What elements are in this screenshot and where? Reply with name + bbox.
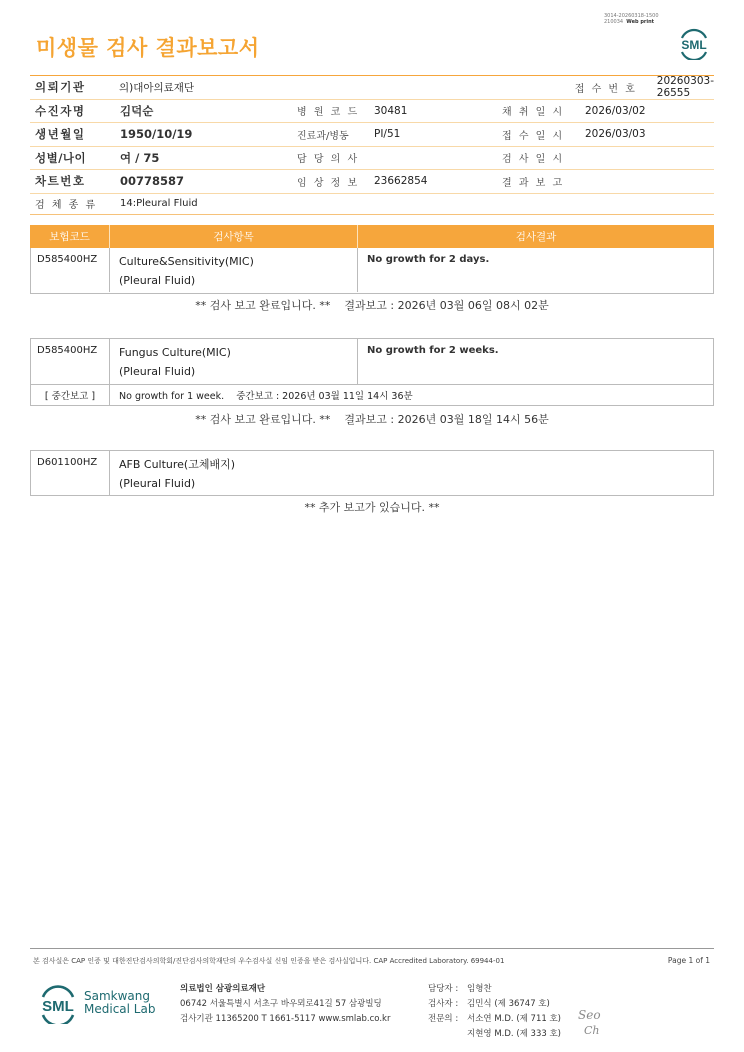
sex-age-label: 성별/나이 (35, 150, 87, 165)
dept-value: PI/51 (374, 128, 401, 141)
print-meta-line2 (604, 19, 659, 25)
certification-text: 본 검사실은 CAP 인증 및 대한진단검사의학회/진단검사의학재단의 우수검사실 신임 인증을 받은 검사실입니다. CAP Accredited Laboratory. 69944-01 (33, 957, 505, 965)
report-note-3: ** 추가 보고가 있습니다. ** (304, 501, 440, 514)
result-item (110, 248, 358, 292)
info-row-specimen (30, 194, 714, 215)
interim-text (110, 388, 413, 402)
staff-name: 지현영 M.D. (제 333 호) (467, 1029, 562, 1039)
info-row-sex-age (30, 147, 714, 171)
test-specimen: (Pleural Fluid) (119, 274, 196, 287)
staff-role: 검사자 : (428, 999, 459, 1009)
requester-value: 의)대아의료재단 (118, 81, 195, 94)
brand-name (84, 990, 155, 1016)
samkwang-logo-icon (36, 982, 80, 1024)
info-row-birth (30, 123, 714, 147)
specimen-value: 14:Pleural Fluid (120, 198, 198, 209)
print-meta (604, 13, 659, 25)
info-row-chart (30, 170, 714, 194)
collect-date-value: 2026/03/02 (585, 104, 646, 117)
staff-row (428, 982, 561, 997)
signature-1: Seo (578, 1008, 601, 1022)
staff-row (428, 1012, 561, 1027)
web-print-label: Web print (626, 19, 655, 25)
clinical-label: 임 상 정 보 (297, 177, 360, 189)
staff-role: 전문의 : (428, 1014, 459, 1024)
dept-label: 진료과/병동 (297, 130, 349, 142)
interim-time: 중간보고 : 2026년 03월 11일 14시 36분 (236, 391, 413, 402)
page-title: 미생물 검사 결과보고서 (36, 36, 260, 60)
test-specimen: (Pleural Fluid) (119, 477, 196, 490)
interim-report-row (31, 384, 713, 405)
patient-label: 수진자명 (35, 103, 86, 118)
staff-name: 김민식 (제 36747 호) (467, 999, 550, 1009)
result-item (110, 339, 358, 384)
result-block-afb (30, 450, 714, 496)
brand-line-2: Medical Lab (84, 1002, 156, 1016)
interim-result: No growth for 1 week. (119, 391, 225, 402)
doctor-label: 담 당 의 사 (297, 154, 360, 166)
chart-label: 차트번호 (35, 174, 86, 189)
samkwang-logo-text: SML (42, 998, 74, 1015)
header-result: 검사결과 (515, 231, 557, 243)
staff-list (428, 982, 561, 1042)
report-note-2 (0, 411, 744, 427)
sml-logo-icon (676, 26, 712, 60)
result-row (31, 339, 713, 384)
staff-role: 담당자 : (428, 984, 459, 994)
result-row (31, 451, 713, 495)
birth-value: 1950/10/19 (120, 127, 193, 142)
sex-age-value: 여 / 75 (120, 150, 160, 165)
patient-info-table (30, 75, 714, 215)
info-row-requester (30, 76, 714, 100)
receipt-date-value: 2026/03/03 (585, 128, 646, 141)
results-header (30, 225, 714, 248)
chart-value: 00778587 (120, 174, 185, 189)
hospital-code-label: 병 원 코 드 (297, 107, 360, 119)
result-block-culture (30, 248, 714, 294)
org-name: 의료법인 삼광의료재단 (180, 984, 266, 994)
info-row-patient (30, 100, 714, 124)
staff-role (428, 1027, 467, 1042)
test-name: AFB Culture(고체배지) (119, 458, 236, 471)
patient-value: 김덕순 (120, 103, 154, 118)
report-done-text: ** 검사 보고 완료입니다. ** (195, 299, 331, 312)
result-code: D585400HZ (31, 339, 110, 384)
print-seq: 210034 (604, 19, 624, 25)
result-value: No growth for 2 weeks. (367, 345, 499, 356)
staff-row (428, 1027, 561, 1042)
collect-date-label: 채 취 일 시 (502, 107, 565, 119)
address-line: 06742 서울특별시 서초구 바우뫼로41길 57 삼광빌딩 (180, 999, 382, 1009)
lab-address (180, 982, 390, 1027)
result-block-fungus (30, 338, 714, 406)
report-note-1 (0, 297, 744, 313)
staff-name: 서소연 M.D. (제 711 호) (467, 1014, 562, 1024)
signature-2: Ch (584, 1024, 600, 1037)
clinical-value: 23662854 (374, 175, 428, 188)
brand-line-1: Samkwang (84, 989, 150, 1003)
birth-label: 생년월일 (35, 127, 86, 142)
specimen-label: 검 체 종 류 (35, 200, 98, 211)
receipt-date-label: 접 수 일 시 (502, 130, 565, 142)
report-label: 결 과 보 고 (502, 177, 565, 189)
footer-divider (30, 948, 714, 949)
test-date-label: 검 사 일 시 (502, 154, 565, 166)
result-item (110, 451, 358, 495)
test-specimen: (Pleural Fluid) (119, 365, 196, 378)
header-code: 보험코드 (30, 225, 110, 248)
receipt-no-label: 접 수 번 호 (574, 83, 637, 95)
staff-row (428, 997, 561, 1012)
page-number: Page 1 of 1 (667, 956, 710, 965)
requester-label: 의뢰기관 (35, 80, 86, 95)
result-code: D601100HZ (31, 451, 110, 495)
test-name: Fungus Culture(MIC) (119, 346, 231, 359)
receipt-no-value: 20260303-26555 (656, 75, 714, 100)
staff-name: 임형찬 (467, 984, 492, 994)
report-done-text: ** 검사 보고 완료입니다. ** (195, 413, 331, 426)
test-name: Culture&Sensitivity(MIC) (119, 255, 254, 268)
interim-label: [ 중간보고 ] (31, 385, 110, 405)
report-time-text: 결과보고 : 2026년 03월 06일 08시 02분 (344, 299, 549, 312)
institution-line: 검사기관 11365200 T 1661-5117 www.smlab.co.kr (180, 1014, 391, 1024)
result-value: No growth for 2 days. (367, 254, 490, 265)
header-item: 검사항목 (110, 225, 358, 248)
sml-logo-text: SML (681, 38, 707, 52)
result-row (31, 248, 713, 292)
print-id: 3014-20260318-1500 (604, 13, 659, 19)
hospital-code-value: 30481 (374, 104, 408, 117)
result-code: D585400HZ (31, 248, 110, 292)
report-time-text: 결과보고 : 2026년 03월 18일 14시 56분 (344, 413, 549, 426)
